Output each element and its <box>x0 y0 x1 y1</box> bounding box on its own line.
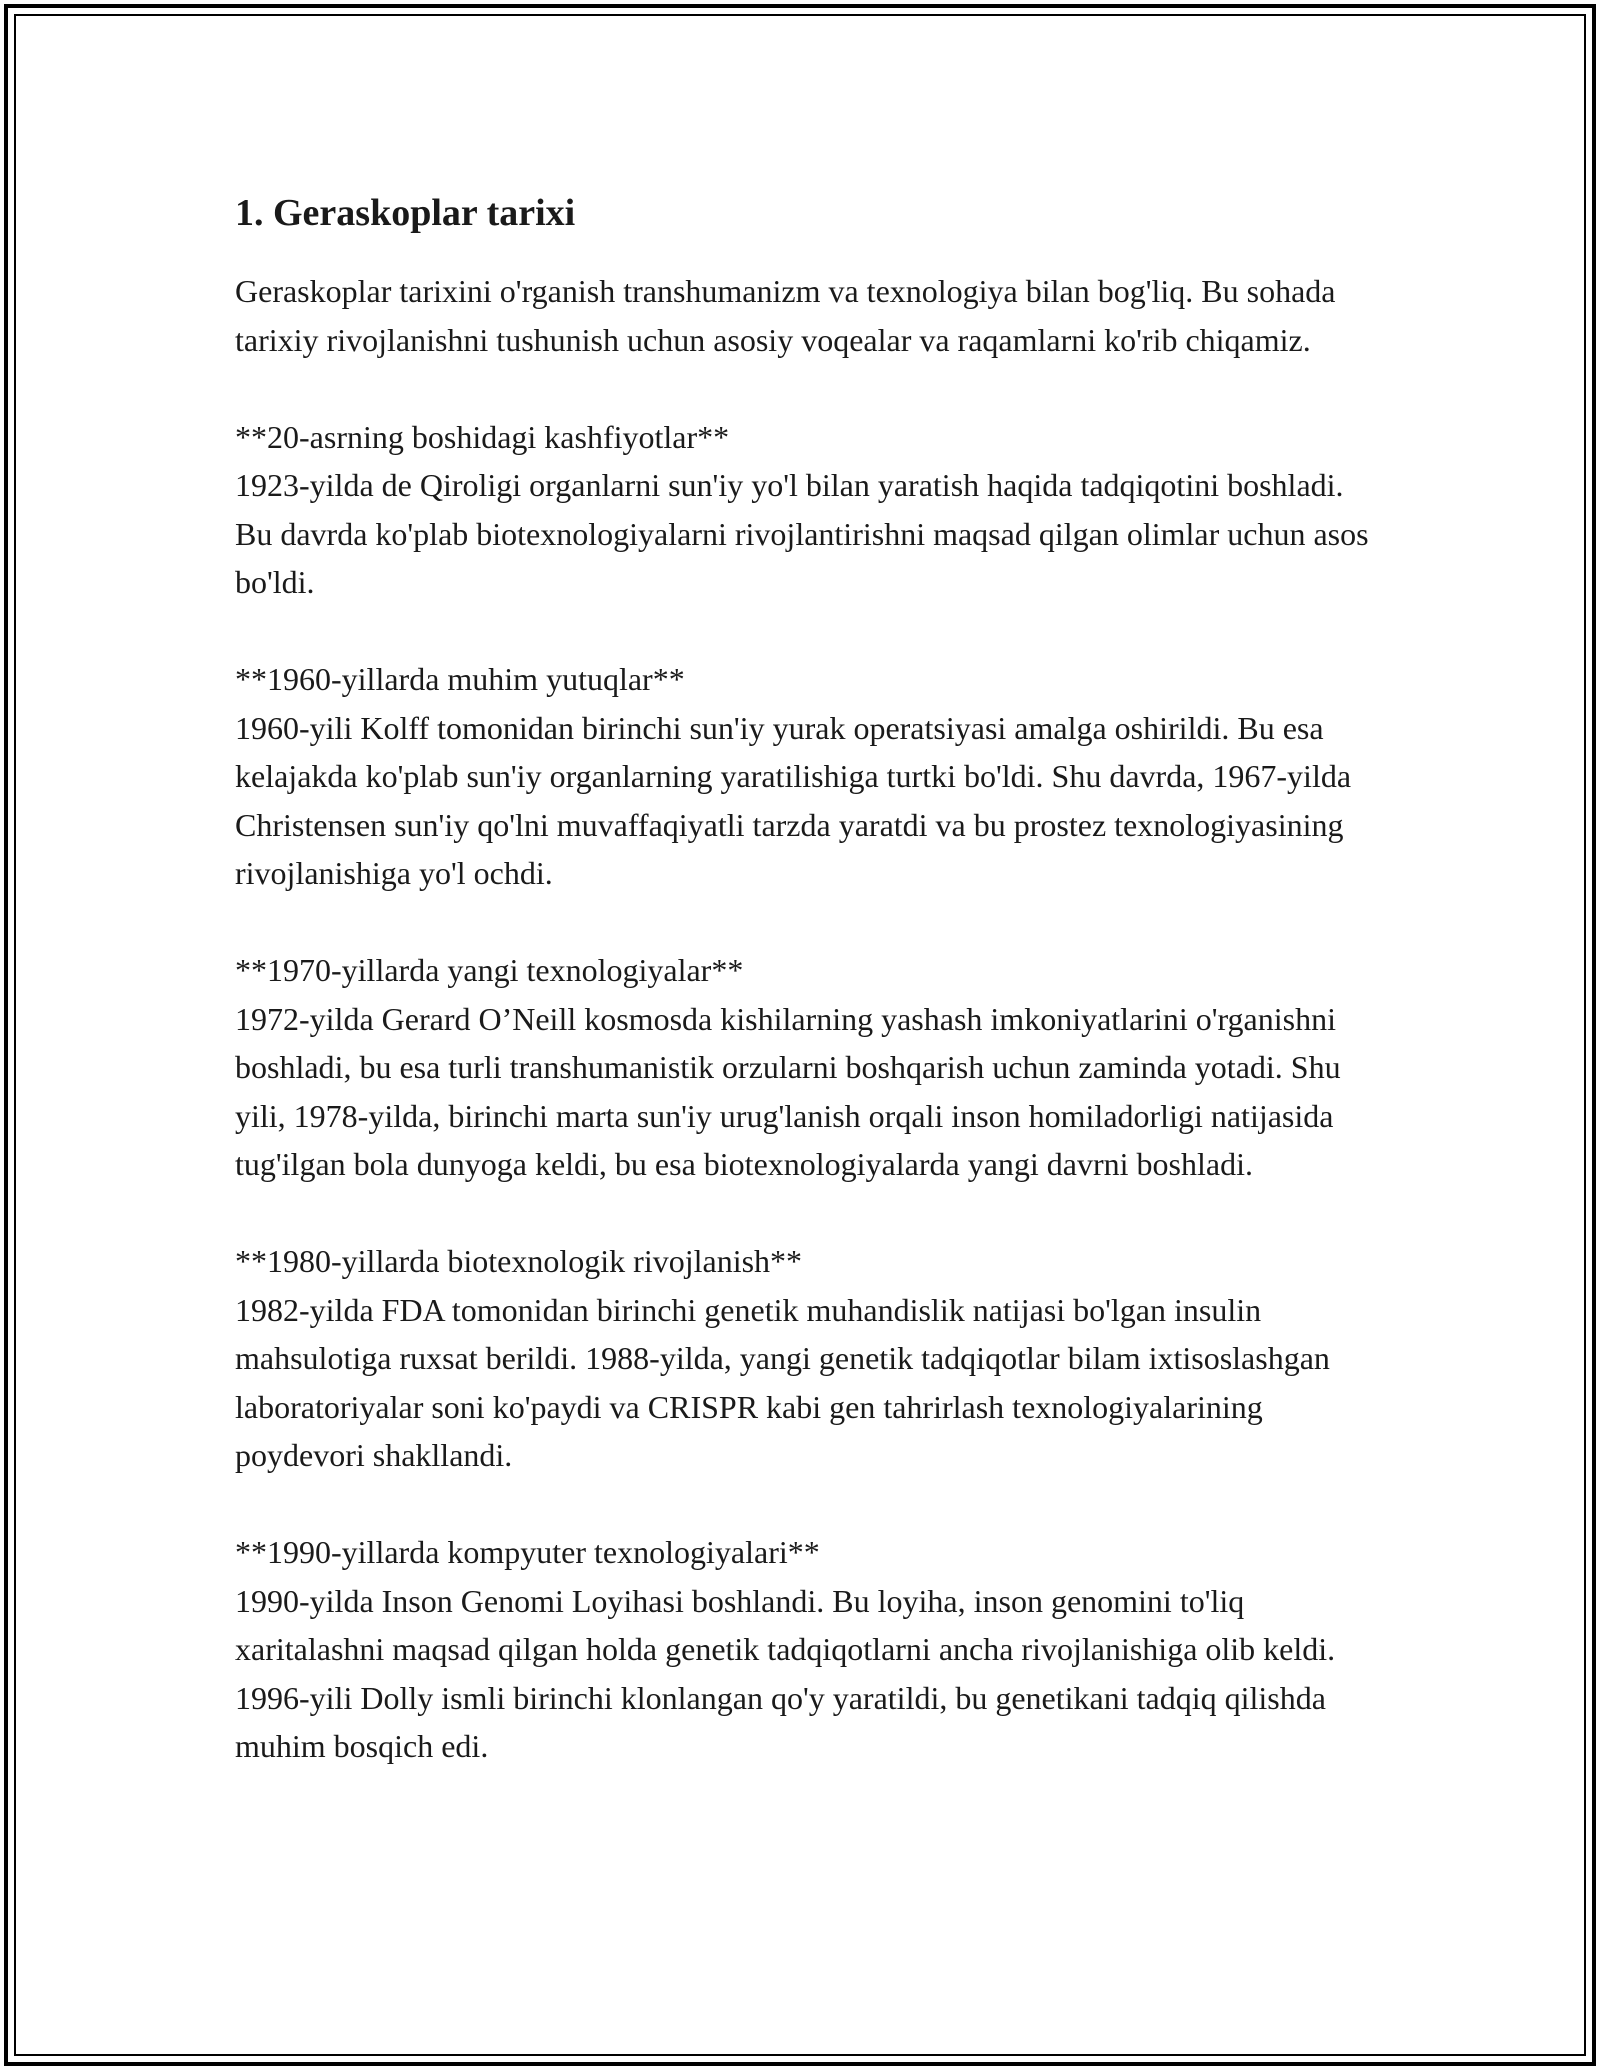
section-body: 1960-yili Kolff tomonidan birinchi sun'iy yurak operatsiyasi amalga oshirildi. Bu esa kelajakda ko'plab sun'iy organlarning yaratilishiga turtki bo'ldi. Shu davrda, 1967-yilda Christensen sun'iy qo'lni muvaffaqiyatli tarzda yaratdi va bu prostez texnologiyasining rivojlanishiga yo'l ochdi. <box>235 709 1352 891</box>
section-body: 1923-yilda de Qiroligi organlarni sun'iy yo'l bilan yaratish haqida tadqiqotini boshladi. Bu davrda ko'plab biotexnologiyalarni rivojlantirishni maqsad qilgan olimlar uchun asos bo'ldi. <box>235 467 1369 600</box>
intro-paragraph: Geraskoplar tarixini o'rganish transhumanizm va texnologiya bilan bog'liq. Bu sohada tarixiy rivojlanishni tushunish uchun asosiy voqealar va raqamlarni ko'rib chiqamiz. <box>235 273 1336 358</box>
section-body: 1972-yilda Gerard O’Neill kosmosda kishilarning yashash imkoniyatlarini o'rganishni boshladi, bu esa turli transhumanistik orzularni boshqarish uchun zaminda yotadi. Shu yili, 1978-yilda, birinchi marta sun'iy urug'lanish orqali inson homiladorligi natijasida tug'ilgan bola dunyoga keldi, bu esa biotexnologiyalarda yangi davrni boshladi. <box>235 1000 1341 1182</box>
document-content <box>235 185 1385 1819</box>
section-heading: 1. Geraskoplar tarixi <box>235 192 576 234</box>
section-1970s <box>235 946 1385 1189</box>
section-title: **1980-yillarda biotexnologik rivojlanish** <box>235 1243 803 1279</box>
section-body: 1982-yilda FDA tomonidan birinchi genetik muhandislik natijasi bo'lgan insulin mahsulotiga ruxsat berildi. 1988-yilda, yangi genetik tadqiqotlar bilam ixtisoslashgan laboratoriyalar soni ko'paydi va CRISPR kabi gen tahrirlash texnologiyalarining poydevori shakllandi. <box>235 1291 1330 1473</box>
section-1990s <box>235 1528 1385 1771</box>
section-early-20th-century <box>235 413 1385 607</box>
section-title: **1990-yillarda kompyuter texnologiyalari** <box>235 1534 820 1570</box>
section-title: **1960-yillarda muhim yutuqlar** <box>235 661 685 697</box>
section-1960s <box>235 655 1385 898</box>
section-1980s <box>235 1237 1385 1480</box>
section-title: **1970-yillarda yangi texnologiyalar** <box>235 952 744 988</box>
section-title: **20-asrning boshidagi kashfiyotlar** <box>235 418 730 455</box>
section-body: 1990-yilda Inson Genomi Loyihasi boshlandi. Bu loyiha, inson genomini to'liq xaritalashni maqsad qilgan holda genetik tadqiqotlarni ancha rivojlanishiga olib keldi. 1996-yili Dolly ismli birinchi klonlangan qo'y yaratildi, bu genetikani tadqiq qilishda muhim bosqich edi. <box>235 1582 1336 1764</box>
